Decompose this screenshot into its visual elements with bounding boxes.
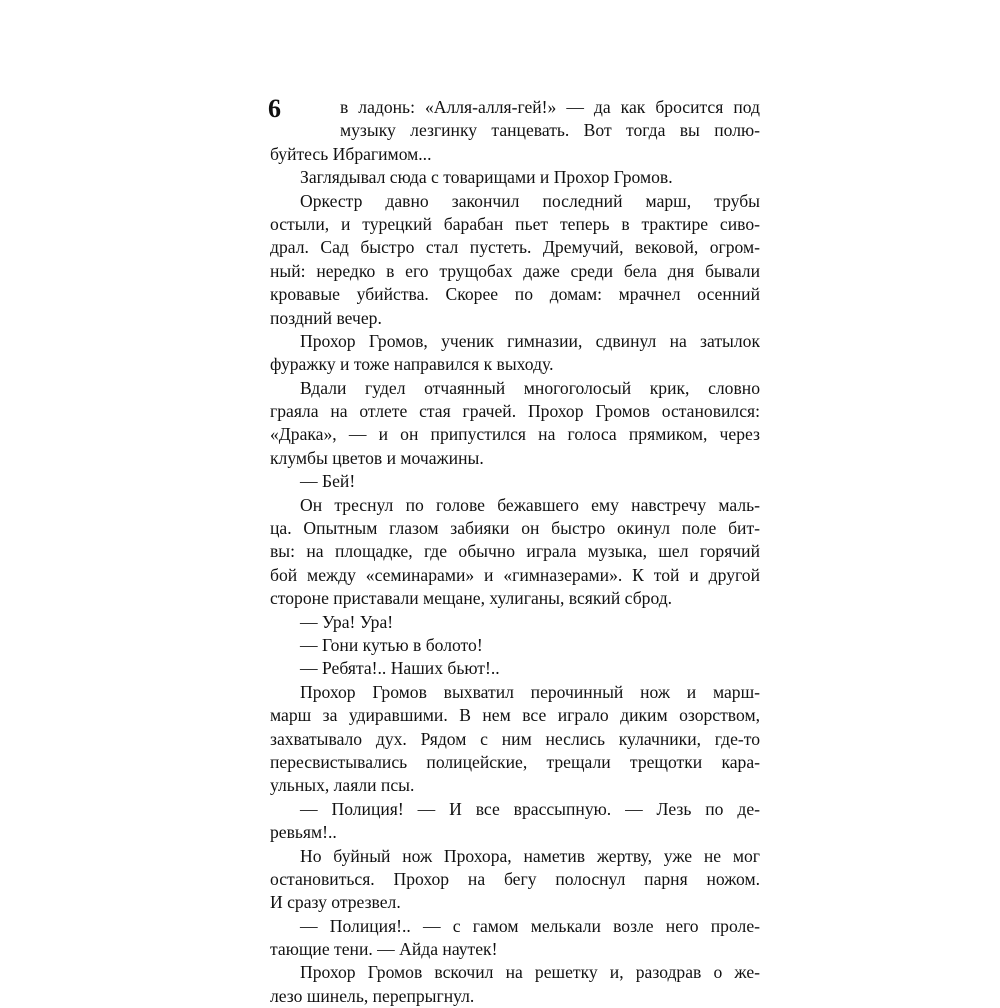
text-line: ревьям!.. [270,822,337,843]
text-line: Прохор Громов выхватил перочинный нож и марш- [300,681,760,702]
text-line: лезо шинель, перепрыгнул. [270,985,475,1006]
text-line: И сразу отрезвел. [270,892,401,913]
text-line: марш за удиравшими. В нем все играло диким озорством, [270,705,760,726]
text-line: остановиться. Прохор на бегу полоснул парня ножом. [270,868,760,889]
text-line: Заглядывал сюда с товарищами и Прохор Громов. [300,167,673,188]
text-line: Прохор Громов вскочил на решетку и, разодрав о же- [300,962,760,983]
text-line: вы: на площадке, где обычно играла музыка, шел горячий [270,541,760,562]
text-line: Он треснул по голове бежавшего ему навстречу маль- [300,494,760,515]
text-line: — Полиция!.. — с гамом мелькали возле него проле- [300,915,760,936]
text-line: Оркестр давно закончил последний марш, трубы [300,190,760,211]
text-line: драл. Сад быстро стал пустеть. Дремучий, вековой, огром- [270,237,760,258]
text-line: — Гони кутью в болото! [300,634,483,655]
text-line: захватывало дух. Рядом с ним неслись кулачники, где-то [270,728,760,749]
text-line: ульных, лаяли псы. [270,775,415,796]
text-line: музыку лезгинку танцевать. Вот тогда вы полю- [340,120,760,141]
text-line: кровавые убийства. Скорее по домам: мрачнел осенний [270,284,760,305]
text-line: — Бей! [300,471,356,492]
body-text [270,96,760,1008]
text-line: клумбы цветов и мочажины. [270,447,484,468]
text-line: — Ура! Ура! [300,611,394,632]
text-line: граяла на отлете стая грачей. Прохор Громов остановился: [270,401,760,422]
text-line: Прохор Громов, ученик гимназии, сдвинул на затылок [300,330,760,351]
text-line: — Полиция! — И все врассыпную. — Лезь по де- [300,798,760,819]
text-line: в ладонь: «Алля-алля-гей!» — да как бросится под [340,97,760,117]
text-line: Вдали гудел отчаянный многоголосый крик, словно [300,377,760,398]
text-line: ный: нередко в его трущобах даже среди бела дня бывали [270,260,760,281]
text-line: поздний вечер. [270,307,382,328]
text-line: тающие тени. — Айда наутек! [270,939,498,960]
text-line: буйтесь Ибрагимом... [270,143,432,164]
page-number: 6 [268,94,281,123]
text-line: «Драка», — и он припустился на голоса прямиком, через [270,424,760,445]
text-line: фуражку и тоже направился к выходу. [270,354,554,375]
text-line: ца. Опытным глазом забияки он быстро окинул поле бит- [270,518,760,539]
text-line: остыли, и турецкий барабан пьет теперь в трактире сиво- [270,213,760,234]
text-line: Но буйный нож Прохора, наметив жертву, уже не мог [300,845,760,866]
text-line: стороне приставали мещане, хулиганы, всякий сброд. [270,588,673,609]
text-line: пересвистывались полицейские, трещали трещотки кара- [270,751,760,772]
text-line: бой между «семинарами» и «гимназерами». К той и другой [270,564,760,585]
text-line: — Ребята!.. Наших бьют!.. [300,658,500,679]
